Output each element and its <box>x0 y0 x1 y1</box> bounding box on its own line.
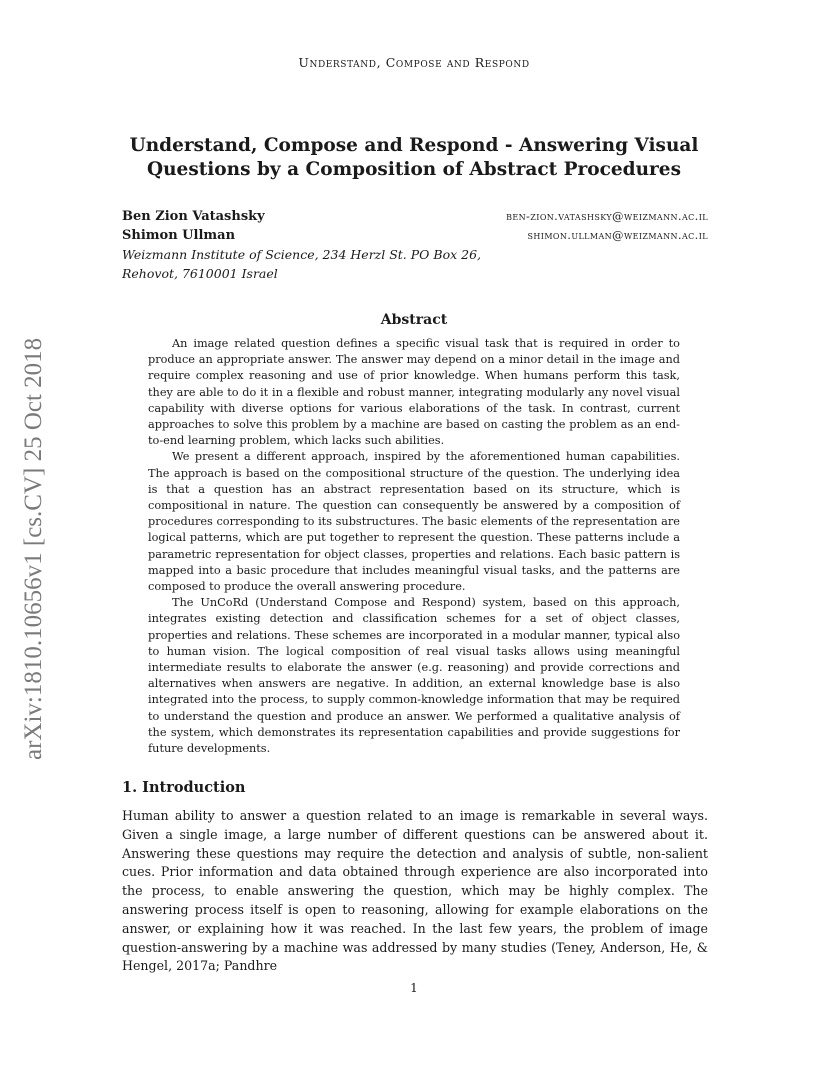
abstract-paragraph: The UnCoRd (Understand Compose and Respond) system, based on this approach, integrates existing detection and classification schemes for a set of object classes, properties and relations. These schemes are incorporated in a modular manner, typical also to human vision. The logical composition of real visual tasks allows using meaningful intermediate results to elaborate the answer (e.g. reasoning) and provide corrections and alternatives when answers are negative. In addition, an external knowledge base is also integrated into the process, to supply common-knowledge information that may be required to understand the question and produce an answer. We performed a qualitative analysis of the system, which demonstrates its representation capabilities and provide suggestions for future developments. <box>148 596 680 756</box>
author-email: shimon.ullman@weizmann.ac.il <box>527 228 708 242</box>
abstract-paragraph: We present a different approach, inspired by the aforementioned human capabilities. The approach is based on the compositional structure of the question. The underlying idea is that a question has an abstract representation based on its structure, which is compositional in nature. The question can consequently be answered by a composition of procedures corresponding to its substructures. The basic elements of the representation are logical patterns, which are put together to represent the question. These patterns include a parametric representation for object classes, properties and relations. Each basic pattern is mapped into a basic procedure that includes meaningful visual tasks, and the patterns are composed to produce the overall answering procedure. <box>148 450 680 594</box>
author-email: ben-zion.vatashsky@weizmann.ac.il <box>506 209 708 223</box>
author-row <box>122 226 708 245</box>
running-head: Understand, Compose and Respond <box>298 55 530 70</box>
abstract-paragraph: An image related question defines a specific visual task that is required in order to produce an appropriate answer. The answer may depend on a minor detail in the image and require complex reasoning and use of prior knowledge. When humans perform this task, they are able to do it in a flexible and robust manner, integrating modularly any novel visual capability with diverse options for various elaborations of the task. In contrast, current approaches to solve this problem by a machine are based on casting the problem as an end-to-end learning problem, which lacks such abilities. <box>148 337 680 448</box>
section-heading: 1. Introduction <box>122 779 246 796</box>
abstract-body <box>148 336 680 757</box>
author-name: Shimon Ullman <box>122 228 236 243</box>
page-number: 1 <box>410 981 418 995</box>
arxiv-stamp: arXiv:1810.10656v1 [cs.CV] 25 Oct 2018 <box>20 337 47 760</box>
author-name: Ben Zion Vatashsky <box>122 209 265 224</box>
intro-paragraph: Human ability to answer a question related to an image is remarkable in several ways. Given a single image, a large number of different questions can be answered about it. Answering these questions may require the detection and analysis of subtle, non-salient cues. Prior information and data obtained through experience are also incorporated into the process, to enable answering the question, which may be highly complex. The answering process itself is open to reasoning, allowing for example elaborations on the answer, or explaining how it was reached. In the last few years, the problem of image question-answering by a machine was addressed by many studies (Teney, Anderson, He, & Hengel, 2017a; Pandhre <box>122 808 708 974</box>
abstract-heading: Abstract <box>380 312 448 328</box>
intro-body <box>122 807 708 976</box>
paper-title: Understand, Compose and Respond - Answering Visual Questions by a Composition of Abstract Procedures <box>129 135 699 180</box>
author-block <box>122 207 708 283</box>
affiliation-line: Rehovot, 7610001 Israel <box>122 266 278 281</box>
author-row <box>122 207 708 226</box>
affiliation-line: Weizmann Institute of Science, 234 Herzl St. PO Box 26, <box>122 247 482 262</box>
